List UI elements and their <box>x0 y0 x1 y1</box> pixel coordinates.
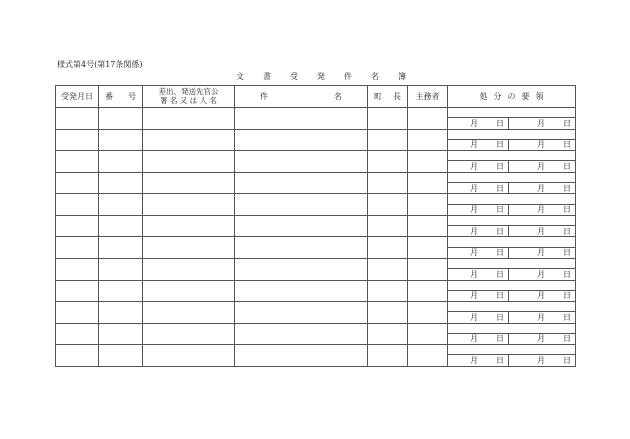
cell-disposition-dates[interactable] <box>448 204 576 215</box>
cell-number[interactable] <box>99 302 143 324</box>
cell-number[interactable] <box>99 345 143 367</box>
cell-date[interactable] <box>56 194 99 216</box>
date-field-start[interactable] <box>448 269 508 279</box>
cell-date[interactable] <box>56 237 99 259</box>
table-row <box>56 194 576 204</box>
month-label: 月 <box>537 356 545 366</box>
cell-officer[interactable] <box>408 302 448 324</box>
cell-officer[interactable] <box>408 151 448 173</box>
month-label: 月 <box>470 334 478 344</box>
cell-disposition-dates[interactable] <box>448 355 576 367</box>
table-row <box>56 151 576 161</box>
cell-date[interactable] <box>56 345 99 367</box>
cell-number[interactable] <box>99 258 143 280</box>
cell-officer[interactable] <box>408 258 448 280</box>
cell-sender[interactable] <box>143 215 235 237</box>
date-field-end[interactable] <box>508 269 575 279</box>
cell-town-head[interactable] <box>368 323 408 345</box>
day-label: 日 <box>563 161 571 171</box>
register-table <box>55 85 576 367</box>
cell-date[interactable] <box>56 108 99 130</box>
day-label: 日 <box>563 183 571 193</box>
day-label: 日 <box>563 356 571 366</box>
cell-sender[interactable] <box>143 258 235 280</box>
day-label: 日 <box>496 118 504 128</box>
month-label: 月 <box>470 248 478 258</box>
cell-sender[interactable] <box>143 108 235 130</box>
title-char: 文 <box>236 72 244 81</box>
cell-town-head[interactable] <box>368 280 408 302</box>
cell-date[interactable] <box>56 280 99 302</box>
cell-subject[interactable] <box>235 194 368 216</box>
cell-date[interactable] <box>56 151 99 173</box>
month-label: 月 <box>537 205 545 215</box>
cell-subject[interactable] <box>235 215 368 237</box>
cell-subject[interactable] <box>235 237 368 259</box>
cell-date[interactable] <box>56 172 99 194</box>
cell-disposition-dates[interactable] <box>448 161 576 172</box>
cell-date[interactable] <box>56 302 99 324</box>
cell-number[interactable] <box>99 129 143 151</box>
date-field-start[interactable] <box>448 183 508 193</box>
day-label: 日 <box>563 140 571 150</box>
cell-number[interactable] <box>99 194 143 216</box>
header-subject: 件 名 <box>235 86 368 108</box>
cell-sender[interactable] <box>143 280 235 302</box>
cell-date[interactable] <box>56 258 99 280</box>
cell-number[interactable] <box>99 323 143 345</box>
cell-date[interactable] <box>56 215 99 237</box>
month-label: 月 <box>470 161 478 171</box>
cell-disposition-dates[interactable] <box>448 226 576 237</box>
date-field-start[interactable] <box>448 248 508 258</box>
day-label: 日 <box>563 312 571 322</box>
cell-disposition-dates[interactable] <box>448 247 576 258</box>
cell-sender[interactable] <box>143 194 235 216</box>
date-field-end[interactable] <box>508 291 575 301</box>
form-number-label: 様式第4号(第17条関係) <box>57 60 143 69</box>
date-field-start[interactable] <box>448 312 508 322</box>
cell-officer[interactable] <box>408 323 448 345</box>
date-field-start[interactable] <box>448 205 508 215</box>
month-label: 月 <box>470 226 478 236</box>
table-row <box>56 172 576 182</box>
day-label: 日 <box>563 226 571 236</box>
month-label: 月 <box>537 291 545 301</box>
month-label: 月 <box>470 205 478 215</box>
cell-subject[interactable] <box>235 323 368 345</box>
cell-disposition-note[interactable] <box>448 280 576 290</box>
table-row <box>56 302 576 312</box>
day-label: 日 <box>496 334 504 344</box>
day-label: 日 <box>496 140 504 150</box>
cell-sender[interactable] <box>143 323 235 345</box>
month-label: 月 <box>537 269 545 279</box>
cell-disposition-note[interactable] <box>448 151 576 161</box>
cell-disposition-note[interactable] <box>448 345 576 355</box>
cell-disposition-note[interactable] <box>448 172 576 182</box>
day-label: 日 <box>563 248 571 258</box>
header-officer: 主務者 <box>408 86 448 108</box>
cell-town-head[interactable] <box>368 194 408 216</box>
title-char: 発 <box>317 72 325 81</box>
cell-disposition-dates[interactable] <box>448 182 576 193</box>
month-label: 月 <box>470 356 478 366</box>
cell-town-head[interactable] <box>368 258 408 280</box>
table-row <box>56 129 576 139</box>
month-label: 月 <box>537 161 545 171</box>
table-row <box>56 215 576 225</box>
cell-disposition-dates[interactable] <box>448 139 576 150</box>
table-row <box>56 237 576 247</box>
date-field-start[interactable] <box>448 226 508 236</box>
day-label: 日 <box>563 205 571 215</box>
month-label: 月 <box>470 269 478 279</box>
date-field-end[interactable] <box>508 226 575 236</box>
date-field-end[interactable] <box>508 248 575 258</box>
cell-disposition-note[interactable] <box>448 129 576 139</box>
day-label: 日 <box>496 205 504 215</box>
cell-subject[interactable] <box>235 172 368 194</box>
cell-date[interactable] <box>56 323 99 345</box>
cell-number[interactable] <box>99 108 143 130</box>
month-label: 月 <box>470 118 478 128</box>
cell-disposition-note[interactable] <box>448 323 576 333</box>
day-label: 日 <box>496 291 504 301</box>
table-row <box>56 323 576 333</box>
header-row <box>56 86 576 108</box>
day-label: 日 <box>563 118 571 128</box>
table-row <box>56 345 576 355</box>
date-field-end[interactable] <box>508 118 575 128</box>
cell-officer[interactable] <box>408 108 448 130</box>
date-field-end[interactable] <box>508 312 575 322</box>
header-date: 受発月日 <box>56 86 99 108</box>
title-char: 件 <box>344 72 352 81</box>
cell-subject[interactable] <box>235 151 368 173</box>
day-label: 日 <box>496 312 504 322</box>
cell-subject[interactable] <box>235 129 368 151</box>
day-label: 日 <box>496 248 504 258</box>
cell-officer[interactable] <box>408 129 448 151</box>
date-field-end[interactable] <box>508 334 575 344</box>
cell-disposition-note[interactable] <box>448 108 576 118</box>
cell-town-head[interactable] <box>368 345 408 367</box>
cell-number[interactable] <box>99 237 143 259</box>
title-char: 名 <box>371 72 379 81</box>
day-label: 日 <box>496 161 504 171</box>
cell-disposition-dates[interactable] <box>448 118 576 129</box>
month-label: 月 <box>470 183 478 193</box>
cell-subject[interactable] <box>235 345 368 367</box>
month-label: 月 <box>537 118 545 128</box>
cell-sender[interactable] <box>143 302 235 324</box>
table-row <box>56 108 576 118</box>
header-town-head: 町 長 <box>368 86 408 108</box>
date-field-start[interactable] <box>448 161 508 171</box>
date-field-end[interactable] <box>508 183 575 193</box>
cell-number[interactable] <box>99 151 143 173</box>
day-label: 日 <box>496 269 504 279</box>
day-label: 日 <box>563 291 571 301</box>
cell-date[interactable] <box>56 129 99 151</box>
cell-number[interactable] <box>99 215 143 237</box>
table-row <box>56 258 576 268</box>
cell-town-head[interactable] <box>368 129 408 151</box>
cell-disposition-note[interactable] <box>448 215 576 225</box>
month-label: 月 <box>537 226 545 236</box>
cell-officer[interactable] <box>408 345 448 367</box>
cell-town-head[interactable] <box>368 172 408 194</box>
month-label: 月 <box>537 312 545 322</box>
cell-disposition-note[interactable] <box>448 258 576 268</box>
date-field-start[interactable] <box>448 334 508 344</box>
cell-disposition-note[interactable] <box>448 302 576 312</box>
cell-sender[interactable] <box>143 172 235 194</box>
cell-town-head[interactable] <box>368 215 408 237</box>
cell-subject[interactable] <box>235 108 368 130</box>
cell-sender[interactable] <box>143 151 235 173</box>
cell-number[interactable] <box>99 280 143 302</box>
title-char: 受 <box>290 72 298 81</box>
title-char: 簿 <box>398 72 406 81</box>
cell-town-head[interactable] <box>368 151 408 173</box>
cell-number[interactable] <box>99 172 143 194</box>
cell-town-head[interactable] <box>368 237 408 259</box>
cell-disposition-note[interactable] <box>448 194 576 204</box>
date-field-end[interactable] <box>508 355 575 366</box>
date-field-start[interactable] <box>448 140 508 150</box>
cell-disposition-dates[interactable] <box>448 269 576 280</box>
cell-sender[interactable] <box>143 129 235 151</box>
cell-officer[interactable] <box>408 215 448 237</box>
month-label: 月 <box>537 334 545 344</box>
cell-officer[interactable] <box>408 194 448 216</box>
month-label: 月 <box>470 140 478 150</box>
date-field-start[interactable] <box>448 118 508 128</box>
cell-subject[interactable] <box>235 302 368 324</box>
cell-sender[interactable] <box>143 345 235 367</box>
cell-disposition-dates[interactable] <box>448 290 576 301</box>
day-label: 日 <box>563 334 571 344</box>
day-label: 日 <box>496 356 504 366</box>
cell-subject[interactable] <box>235 280 368 302</box>
title-char: 書 <box>263 72 271 81</box>
date-field-start[interactable] <box>448 291 508 301</box>
date-field-end[interactable] <box>508 205 575 215</box>
date-field-end[interactable] <box>508 140 575 150</box>
document-title <box>236 71 406 82</box>
month-label: 月 <box>537 183 545 193</box>
cell-officer[interactable] <box>408 280 448 302</box>
cell-sender[interactable] <box>143 237 235 259</box>
month-label: 月 <box>470 312 478 322</box>
header-sender: 差出、発送先官公 署 名 又 は 人 名 <box>143 86 235 108</box>
month-label: 月 <box>470 291 478 301</box>
table-row <box>56 280 576 290</box>
month-label: 月 <box>537 140 545 150</box>
date-field-end[interactable] <box>508 161 575 171</box>
month-label: 月 <box>537 248 545 258</box>
date-field-start[interactable] <box>448 355 508 366</box>
header-number: 番 号 <box>99 86 143 108</box>
cell-disposition-note[interactable] <box>448 237 576 247</box>
day-label: 日 <box>563 269 571 279</box>
day-label: 日 <box>496 226 504 236</box>
cell-town-head[interactable] <box>368 108 408 130</box>
day-label: 日 <box>496 183 504 193</box>
cell-disposition-dates[interactable] <box>448 333 576 344</box>
cell-officer[interactable] <box>408 237 448 259</box>
header-disposition: 処 分 の 要 領 <box>448 86 576 108</box>
cell-disposition-dates[interactable] <box>448 312 576 323</box>
cell-officer[interactable] <box>408 172 448 194</box>
cell-town-head[interactable] <box>368 302 408 324</box>
cell-subject[interactable] <box>235 258 368 280</box>
